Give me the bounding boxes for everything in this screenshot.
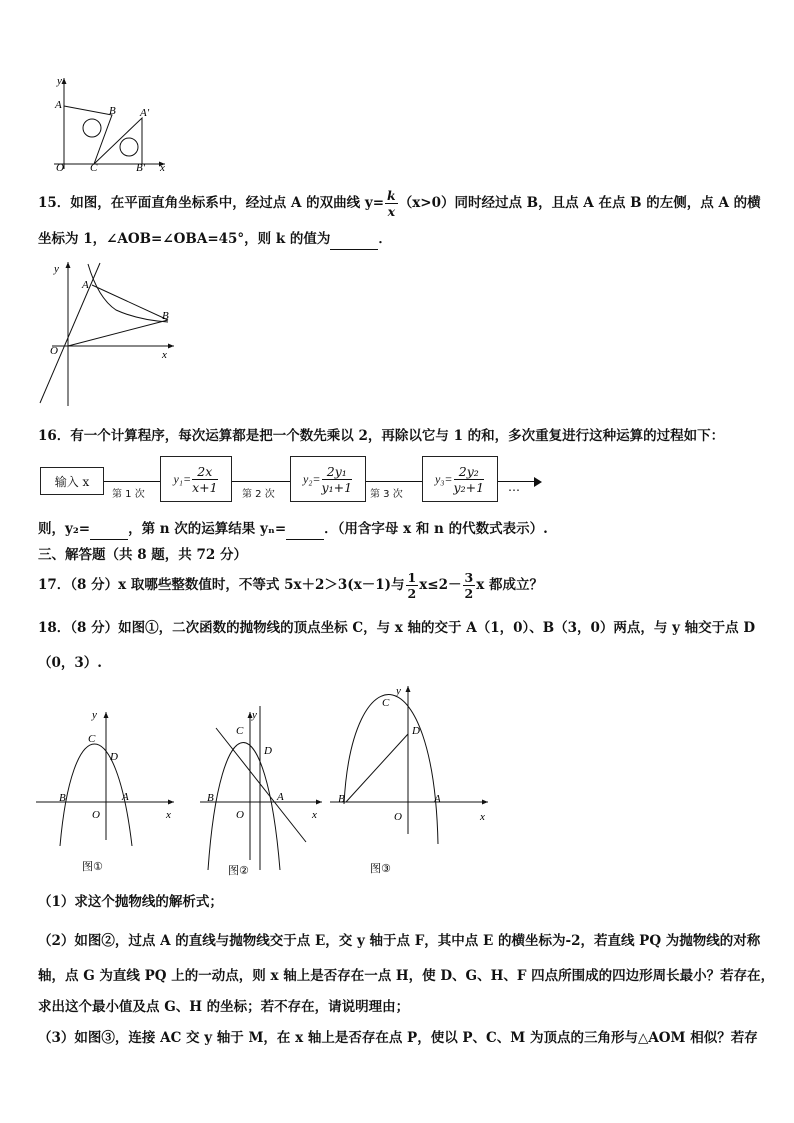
flow-formula-3-num: 2y₂ bbox=[454, 464, 485, 480]
flow-formula-1-den: x+1 bbox=[192, 479, 218, 495]
q18-part3-line1: （3）如图③，连接 AC 交 y 轴于 M，在 x 轴上是否存在点 P，使以 P、C、M 为顶点的三角形与△AOM 相似？若存 bbox=[38, 1030, 758, 1046]
fig3-y-label: y bbox=[396, 685, 401, 697]
q18-part2-line1: （2）如图②，过点 A 的直线与抛物线交于点 E，交 y 轴于点 F，其中点 E 的横坐标为-2，若直线 PQ 为抛物线的对称 bbox=[38, 933, 761, 949]
q18-part1: （1）求这个抛物线的解析式； bbox=[38, 894, 223, 910]
q16-answer-text2: ，第 n 次的运算结果 yₙ= bbox=[128, 521, 287, 537]
flow-formula-3-den: y₂+1 bbox=[453, 479, 485, 495]
q15-fraction bbox=[385, 188, 398, 219]
q16-blank-2 bbox=[286, 519, 324, 540]
fig3-c-label: C bbox=[382, 697, 390, 709]
q15-text3: 坐标为 1，∠AOB=∠OBA=45°，则 k 的值为 bbox=[38, 231, 331, 247]
q15-frac-denominator: x bbox=[387, 204, 396, 219]
q15-text2: （x>0）同时经过点 B，且点 A 在点 B 的左侧，点 A 的横 bbox=[398, 195, 761, 211]
fig15-x-label: x bbox=[162, 349, 167, 361]
fig14-o-label: O bbox=[56, 162, 64, 172]
fig2-d-label: D bbox=[264, 745, 272, 757]
flow-step-1: 第 1 次 bbox=[112, 489, 145, 500]
fig3-a-label: A bbox=[434, 793, 441, 805]
flow-formula-2-frac bbox=[322, 464, 353, 495]
fig2-caption: 图② bbox=[228, 864, 249, 877]
q15-figure bbox=[34, 258, 184, 408]
fig2-c-label: C bbox=[236, 725, 244, 737]
fig14-c-label: C bbox=[90, 162, 98, 172]
q17-frac-2 bbox=[463, 570, 476, 601]
fig14-b2-label: B′ bbox=[136, 162, 146, 172]
q17-frac-1 bbox=[406, 570, 419, 601]
flow-ellipsis: … bbox=[508, 480, 520, 494]
q16-flowchart bbox=[38, 454, 542, 508]
flow-input-label: 输入 x bbox=[54, 474, 90, 489]
fig15-o-label: O bbox=[50, 345, 58, 357]
fig1-c-label: C bbox=[88, 733, 96, 745]
flow-formula-box-3 bbox=[422, 456, 498, 502]
q15-number: 15． bbox=[38, 195, 71, 211]
fig1-a-label: A bbox=[122, 791, 129, 803]
fig2-a-label: A bbox=[277, 791, 284, 803]
q16-number: 16． bbox=[38, 428, 71, 444]
q17-frac-1-num: 1 bbox=[407, 570, 417, 585]
q16-answer-text3: ．（用含字母 x 和 n 的代数式表示）. bbox=[324, 521, 548, 537]
fig3-o-label: O bbox=[394, 811, 402, 823]
q16-blank-1 bbox=[90, 519, 128, 540]
flow-formula-3-frac bbox=[454, 464, 485, 495]
fig1-y-label: y bbox=[92, 709, 97, 721]
flow-formula-2-den: y₁+1 bbox=[321, 479, 353, 495]
fig1-x-label: x bbox=[166, 809, 171, 821]
section-3-heading: 三、解答题（共 8 题，共 72 分） bbox=[38, 547, 247, 563]
fig3-b-label: B bbox=[338, 793, 345, 805]
q15-text4: ． bbox=[378, 231, 392, 247]
flow-formula-box-2 bbox=[290, 456, 366, 502]
q16-text: 有一个计算程序，每次运算都是把一个数先乘以 2，再除以它与 1 的和，多次重复进行这种运算的过程如下： bbox=[70, 428, 725, 444]
fig15-b-label: B bbox=[162, 310, 169, 322]
flow-step-3: 第 3 次 bbox=[370, 489, 403, 500]
flow-input-box bbox=[40, 467, 104, 495]
q14-figure bbox=[40, 72, 175, 172]
q15-text1: 如图，在平面直角坐标系中，经过点 A 的双曲线 y= bbox=[70, 195, 385, 211]
q17-frac-1-den: 2 bbox=[407, 586, 417, 601]
q17-text1: 17．（8 分）x 取哪些整数值时，不等式 5x＋2＞3(x－1)与 bbox=[38, 577, 405, 593]
flow-formula-3-lhs: y₃= bbox=[434, 471, 453, 486]
q15-answer-blank bbox=[330, 229, 378, 250]
fig14-y-label: y bbox=[57, 75, 62, 87]
q17-frac-2-num: 3 bbox=[464, 570, 474, 585]
q18-figure-2 bbox=[198, 700, 328, 880]
flow-formula-1-num: 2x bbox=[192, 464, 217, 480]
fig15-y-label: y bbox=[54, 263, 59, 275]
fig1-caption: 图① bbox=[82, 860, 103, 873]
q17-frac-2-den: 2 bbox=[464, 586, 474, 601]
fig2-x-label: x bbox=[312, 809, 317, 821]
fig2-b-label: B bbox=[207, 792, 214, 804]
flow-formula-1-lhs: y₁= bbox=[173, 471, 192, 486]
q16-answer-text1: 则，y₂= bbox=[38, 521, 91, 537]
q18-line1: 18．（8 分）如图①，二次函数的抛物线的顶点坐标 C，与 x 轴的交于 A（1，0）、B（3，0）两点，与 y 轴交于点 D bbox=[38, 620, 756, 636]
flow-formula-2-num: 2y₁ bbox=[322, 464, 353, 480]
flow-formula-1-frac bbox=[192, 464, 217, 495]
flow-step-2: 第 2 次 bbox=[242, 489, 275, 500]
flow-formula-box-1 bbox=[160, 456, 232, 502]
fig3-d-label: D bbox=[412, 725, 420, 737]
q16-line1 bbox=[38, 426, 724, 446]
fig2-y-label: y bbox=[252, 709, 257, 721]
fig14-b-label: B bbox=[109, 105, 116, 117]
fig1-b-label: B bbox=[59, 792, 66, 804]
fig1-o-label: O bbox=[92, 809, 100, 821]
flow-arrowhead-icon bbox=[534, 477, 542, 487]
q18-line2: （0，3）. bbox=[38, 655, 102, 671]
q15-line2 bbox=[38, 229, 392, 250]
fig15-a-label: A bbox=[82, 279, 89, 291]
fig3-x-label: x bbox=[480, 811, 485, 823]
q17-text2: x≤2－ bbox=[419, 577, 462, 593]
fig14-x-label: x bbox=[160, 162, 165, 172]
fig3-caption: 图③ bbox=[370, 862, 391, 875]
fig14-a2-label: A′ bbox=[140, 107, 150, 119]
q17-text3: x 都成立？ bbox=[476, 577, 543, 593]
q18-part2-line3: 求出这个最小值及点 G、H 的坐标；若不存在，请说明理由； bbox=[38, 999, 410, 1015]
q17-line bbox=[38, 568, 543, 602]
q18-figure-1 bbox=[34, 700, 184, 880]
q15-frac-numerator: k bbox=[387, 188, 396, 203]
q16-answer-line bbox=[38, 519, 548, 540]
flow-formula-2-lhs: y₂= bbox=[302, 471, 321, 486]
q18-figure-3 bbox=[326, 682, 496, 878]
q15-line1 bbox=[38, 188, 761, 219]
fig2-o-label: O bbox=[236, 809, 244, 821]
fig1-d-label: D bbox=[110, 751, 118, 763]
fig14-a-label: A bbox=[55, 99, 62, 111]
q18-part2-line2: 轴，点 G 为直线 PQ 上的一动点，则 x 轴上是否存在一点 H，使 D、G、H、F 四点所围成的四边形周长最小？若存在， bbox=[38, 968, 775, 984]
